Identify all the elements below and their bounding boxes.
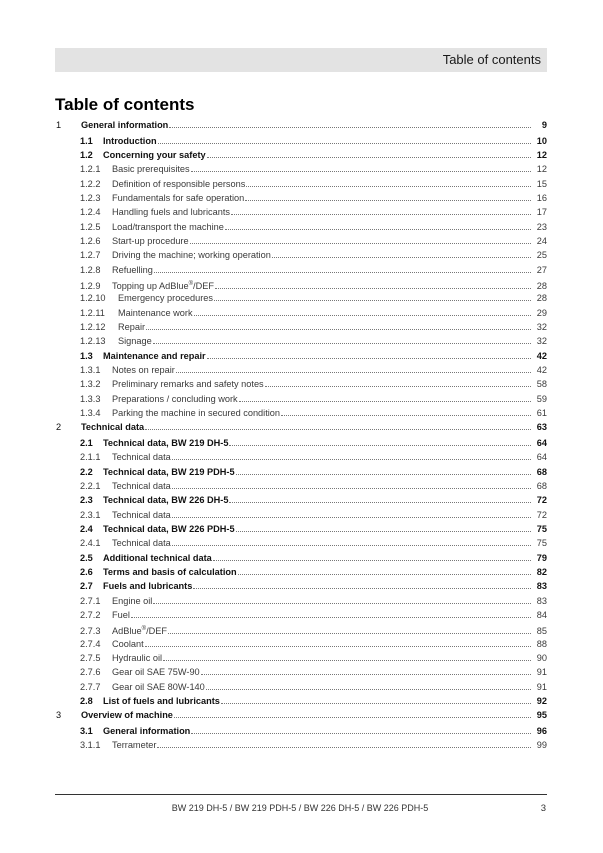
toc-entry-page: 79 <box>536 552 547 563</box>
toc-dot-leader <box>193 588 531 589</box>
toc-entry-title: Maintenance work <box>118 307 193 318</box>
table-of-contents <box>55 118 547 753</box>
toc-entry-title: Preliminary remarks and safety notes <box>112 379 264 390</box>
toc-entry[interactable] <box>55 363 547 377</box>
page-title: Table of contents <box>55 95 195 114</box>
toc-entry-page: 12 <box>536 164 547 175</box>
toc-entry[interactable] <box>55 205 547 219</box>
toc-dot-leader <box>153 603 531 604</box>
toc-dot-leader <box>281 415 531 416</box>
toc-entry-number: 1.2.12 <box>80 321 106 332</box>
toc-entry[interactable] <box>55 608 547 622</box>
toc-dot-leader <box>190 243 531 244</box>
toc-entry-number: 1.3.3 <box>80 393 101 404</box>
toc-entry[interactable] <box>55 493 547 507</box>
toc-dot-leader <box>145 429 531 430</box>
toc-entry-number: 2.5 <box>80 552 93 563</box>
toc-entry-title: Additional technical data <box>103 552 212 563</box>
toc-dot-leader <box>207 358 531 359</box>
toc-dot-leader <box>176 372 531 373</box>
toc-entry[interactable] <box>55 306 547 320</box>
toc-entry-page: 88 <box>536 638 547 649</box>
toc-entry-number: 2.7.1 <box>80 595 101 606</box>
toc-entry-title: Gear oil SAE 80W-140 <box>112 681 205 692</box>
toc-dot-leader <box>163 660 531 661</box>
toc-entry-title: Repair <box>118 321 146 332</box>
toc-entry-number: 1.2.7 <box>80 250 101 261</box>
toc-entry-title: Technical data <box>112 509 171 520</box>
toc-entry-title: Gear oil SAE 75W-90 <box>112 667 200 678</box>
toc-dot-leader <box>265 386 531 387</box>
toc-entry-page: 24 <box>536 235 547 246</box>
toc-dot-leader <box>191 733 531 734</box>
toc-entry-title: Start-up procedure <box>112 235 189 246</box>
toc-entry-page: 68 <box>536 480 547 491</box>
toc-entry-number: 2.3.1 <box>80 509 101 520</box>
toc-entry[interactable] <box>55 694 547 708</box>
toc-entry-title: Topping up AdBlue®/DEF <box>112 280 214 291</box>
toc-entry-page: 96 <box>536 725 547 736</box>
toc-entry-page: 83 <box>536 595 547 606</box>
toc-dot-leader <box>146 329 531 330</box>
toc-entry-title: Basic prerequisites <box>112 164 190 175</box>
toc-entry-title: Technical data <box>81 422 145 433</box>
toc-dot-leader <box>158 143 531 144</box>
toc-entry-number: 2 <box>56 422 62 433</box>
toc-entry-page: 92 <box>536 696 547 707</box>
toc-dot-leader <box>236 531 531 532</box>
toc-dot-leader <box>153 343 531 344</box>
toc-entry-title: Emergency procedures <box>118 293 213 304</box>
toc-entry-page: 12 <box>536 149 547 160</box>
toc-entry-number: 2.2 <box>80 466 93 477</box>
toc-entry-title: Fuels and lubricants <box>103 581 193 592</box>
toc-entry-number: 2.2.1 <box>80 480 101 491</box>
toc-entry-page: 83 <box>536 581 547 592</box>
toc-entry-number: 1.2.8 <box>80 264 101 275</box>
toc-entry-page: 32 <box>536 336 547 347</box>
toc-entry-number: 2.1 <box>80 437 93 448</box>
toc-entry-page: 10 <box>536 135 547 146</box>
toc-dot-leader <box>229 502 531 503</box>
toc-entry-number: 1.3 <box>80 350 93 361</box>
toc-entry-page: 91 <box>536 681 547 692</box>
toc-dot-leader <box>239 401 531 402</box>
toc-entry-page: 42 <box>536 365 547 375</box>
toc-entry-number: 2.7.3 <box>80 626 101 637</box>
toc-entry[interactable] <box>55 665 547 679</box>
toc-dot-leader <box>214 300 531 301</box>
toc-dot-leader <box>201 674 531 675</box>
toc-entry-page: 58 <box>536 379 547 390</box>
toc-dot-leader <box>272 257 531 258</box>
toc-entry-number: 1.2.10 <box>80 293 106 304</box>
toc-entry[interactable] <box>55 479 547 493</box>
toc-entry[interactable] <box>55 551 547 565</box>
toc-entry-title: General information <box>81 120 169 130</box>
toc-entry-number: 3 <box>56 710 62 721</box>
toc-entry-title: Handling fuels and lubricants <box>112 207 230 218</box>
toc-entry-number: 1.2.4 <box>80 207 101 218</box>
toc-dot-leader <box>154 272 531 273</box>
toc-dot-leader <box>238 574 531 575</box>
footer-divider <box>55 794 547 795</box>
toc-entry-title: Overview of machine <box>81 710 173 721</box>
toc-dot-leader <box>172 517 531 518</box>
toc-entry-page: 17 <box>536 207 547 218</box>
toc-entry[interactable] <box>55 134 547 148</box>
toc-entry-page: 28 <box>536 293 547 304</box>
toc-entry-title: Fuel <box>112 610 130 620</box>
toc-entry-number: 2.8 <box>80 696 93 707</box>
toc-dot-leader <box>221 703 531 704</box>
toc-entry[interactable] <box>55 536 547 550</box>
toc-entry-number: 2.7.4 <box>80 638 101 649</box>
toc-entry-page: 64 <box>536 452 547 463</box>
toc-entry-page: 15 <box>536 178 547 189</box>
toc-entry-title: Technical data <box>112 452 171 463</box>
toc-entry-number: 1.2.1 <box>80 164 101 175</box>
toc-dot-leader <box>131 617 531 618</box>
toc-entry-number: 1.3.4 <box>80 408 101 419</box>
toc-entry-title: Concerning your safety <box>103 149 206 160</box>
toc-entry-title: Introduction <box>103 135 157 146</box>
toc-entry-number: 2.3 <box>80 495 93 506</box>
toc-dot-leader <box>225 229 531 230</box>
toc-entry-number: 2.4.1 <box>80 538 101 549</box>
toc-entry-title: Refuelling <box>112 264 153 275</box>
toc-entry[interactable] <box>55 420 547 436</box>
toc-entry-number: 2.7.2 <box>80 610 101 620</box>
toc-entry-number: 1.2.3 <box>80 192 101 203</box>
toc-entry[interactable] <box>55 277 547 291</box>
running-header <box>55 48 547 72</box>
toc-dot-leader <box>172 488 531 489</box>
footer-models: BW 219 DH-5 / BW 219 PDH-5 / BW 226 DH-5 / BW 226 PDH-5 <box>171 803 429 813</box>
toc-entry[interactable] <box>55 594 547 608</box>
toc-entry-page: 27 <box>536 264 547 275</box>
toc-entry-page: 64 <box>536 437 547 448</box>
toc-entry[interactable] <box>55 738 547 752</box>
toc-entry-page: 75 <box>536 538 547 549</box>
toc-entry-title: Technical data, BW 226 DH-5 <box>103 495 229 506</box>
toc-entry[interactable] <box>55 508 547 522</box>
toc-entry-number: 3.1.1 <box>80 740 101 751</box>
toc-entry-title: Notes on repair <box>112 365 175 375</box>
toc-entry-title: Terrameter <box>112 740 157 751</box>
toc-dot-leader <box>246 186 531 187</box>
toc-entry[interactable] <box>55 708 547 724</box>
toc-entry-page: 91 <box>536 667 547 678</box>
toc-entry-number: 1.2 <box>80 149 93 160</box>
toc-dot-leader <box>206 689 531 690</box>
toc-dot-leader <box>145 646 531 647</box>
toc-entry[interactable] <box>55 148 547 162</box>
toc-entry-title: Technical data, BW 219 PDH-5 <box>103 466 235 477</box>
toc-dot-leader <box>194 315 531 316</box>
toc-entry-number: 1.1 <box>80 135 93 146</box>
toc-entry[interactable] <box>55 191 547 205</box>
toc-entry-page: 25 <box>536 250 547 261</box>
toc-entry[interactable] <box>55 522 547 536</box>
toc-entry-page: 28 <box>536 281 547 291</box>
toc-entry[interactable] <box>55 220 547 234</box>
toc-dot-leader <box>215 288 531 289</box>
toc-entry[interactable] <box>55 680 547 694</box>
toc-entry-title: Technical data <box>112 480 171 491</box>
toc-entry-title: Preparations / concluding work <box>112 393 238 404</box>
toc-entry-number: 2.6 <box>80 566 93 577</box>
toc-entry[interactable] <box>55 291 547 305</box>
toc-entry-title: Technical data, BW 219 DH-5 <box>103 437 229 448</box>
toc-entry[interactable] <box>55 724 547 738</box>
toc-entry-title: Maintenance and repair <box>103 350 206 361</box>
toc-entry-page: 85 <box>536 626 547 637</box>
toc-entry-number: 2.1.1 <box>80 452 101 463</box>
toc-entry-number: 1.2.5 <box>80 221 101 232</box>
toc-entry-title: General information <box>103 725 191 736</box>
toc-entry-number: 2.7.7 <box>80 681 101 692</box>
toc-entry[interactable] <box>55 248 547 262</box>
toc-entry-page: 59 <box>536 393 547 404</box>
toc-entry-number: 1 <box>56 120 62 130</box>
toc-entry-page: 68 <box>536 466 547 477</box>
toc-dot-leader <box>207 157 531 158</box>
toc-entry[interactable] <box>55 637 547 651</box>
toc-entry-page: 16 <box>536 192 547 203</box>
toc-dot-leader <box>236 474 531 475</box>
toc-dot-leader <box>213 560 531 561</box>
toc-entry-page: 75 <box>536 523 547 534</box>
toc-entry-number: 1.2.11 <box>80 307 105 318</box>
toc-entry-number: 2.7.6 <box>80 667 101 678</box>
toc-entry[interactable] <box>55 436 547 450</box>
toc-entry[interactable] <box>55 622 547 636</box>
toc-entry[interactable] <box>55 565 547 579</box>
toc-dot-leader <box>245 200 531 201</box>
toc-entry-number: 1.2.2 <box>80 178 101 189</box>
toc-entry-title: Hydraulic oil <box>112 653 163 664</box>
toc-entry[interactable] <box>55 263 547 277</box>
toc-entry-title: Terms and basis of calculation <box>103 566 237 577</box>
toc-entry-title: Parking the machine in secured condition <box>112 408 281 419</box>
toc-entry-page: 90 <box>536 653 547 664</box>
toc-entry-page: 42 <box>536 350 547 361</box>
toc-dot-leader <box>169 127 531 128</box>
toc-entry[interactable] <box>55 579 547 593</box>
toc-entry[interactable] <box>55 465 547 479</box>
toc-entry-page: 95 <box>536 710 547 721</box>
toc-entry-title: Fundamentals for safe operation <box>112 192 245 203</box>
toc-entry[interactable] <box>55 349 547 363</box>
toc-entry-page: 9 <box>541 120 547 130</box>
toc-entry-title: Coolant <box>112 638 144 649</box>
toc-entry-number: 2.7.5 <box>80 653 101 664</box>
toc-entry[interactable] <box>55 406 547 420</box>
toc-entry-title: Load/transport the machine <box>112 221 224 232</box>
toc-entry[interactable] <box>55 177 547 191</box>
toc-dot-leader <box>231 214 531 215</box>
toc-entry[interactable] <box>55 651 547 665</box>
toc-entry-title: Technical data, BW 226 PDH-5 <box>103 523 235 534</box>
toc-entry-number: 3.1 <box>80 725 93 736</box>
toc-entry-number: 1.3.1 <box>80 365 101 375</box>
toc-entry[interactable] <box>55 162 547 176</box>
toc-entry-page: 72 <box>536 495 547 506</box>
toc-entry-number: 1.3.2 <box>80 379 101 390</box>
toc-entry-title: Technical data <box>112 538 171 549</box>
toc-entry-number: 1.2.9 <box>80 281 101 291</box>
toc-entry-title: Engine oil <box>112 595 153 606</box>
toc-dot-leader <box>172 545 531 546</box>
toc-entry[interactable] <box>55 118 547 134</box>
toc-entry-title: Driving the machine; working operation <box>112 250 271 261</box>
toc-entry-title: Definition of responsible persons <box>112 178 246 189</box>
toc-dot-leader <box>174 717 531 718</box>
toc-entry[interactable] <box>55 377 547 391</box>
toc-dot-leader <box>157 747 531 748</box>
toc-entry[interactable] <box>55 334 547 348</box>
toc-entry[interactable] <box>55 450 547 464</box>
toc-entry-page: 82 <box>536 566 547 577</box>
toc-entry-number: 2.4 <box>80 523 93 534</box>
toc-entry-number: 1.2.13 <box>80 336 106 347</box>
footer-page-number: 3 <box>540 803 546 814</box>
running-header-title: Table of contents <box>442 52 541 67</box>
toc-entry-number: 2.7 <box>80 581 93 592</box>
toc-dot-leader <box>191 171 531 172</box>
toc-entry-page: 99 <box>536 740 547 751</box>
toc-dot-leader <box>168 633 531 634</box>
toc-entry-page: 29 <box>536 307 547 318</box>
toc-entry-page: 32 <box>536 321 547 332</box>
toc-entry[interactable] <box>55 320 547 334</box>
toc-dot-leader <box>172 459 531 460</box>
toc-entry-page: 61 <box>536 408 547 419</box>
toc-entry-title: AdBlue®/DEF <box>112 626 167 637</box>
toc-entry-title: Signage <box>118 336 152 347</box>
toc-entry-title: List of fuels and lubricants <box>103 696 220 707</box>
toc-entry-page: 63 <box>536 422 547 433</box>
toc-entry[interactable] <box>55 234 547 248</box>
toc-entry[interactable] <box>55 392 547 406</box>
toc-entry-page: 72 <box>536 509 547 520</box>
toc-dot-leader <box>229 445 531 446</box>
toc-entry-page: 84 <box>536 610 547 620</box>
toc-entry-number: 1.2.6 <box>80 235 101 246</box>
toc-entry-page: 23 <box>536 221 547 232</box>
